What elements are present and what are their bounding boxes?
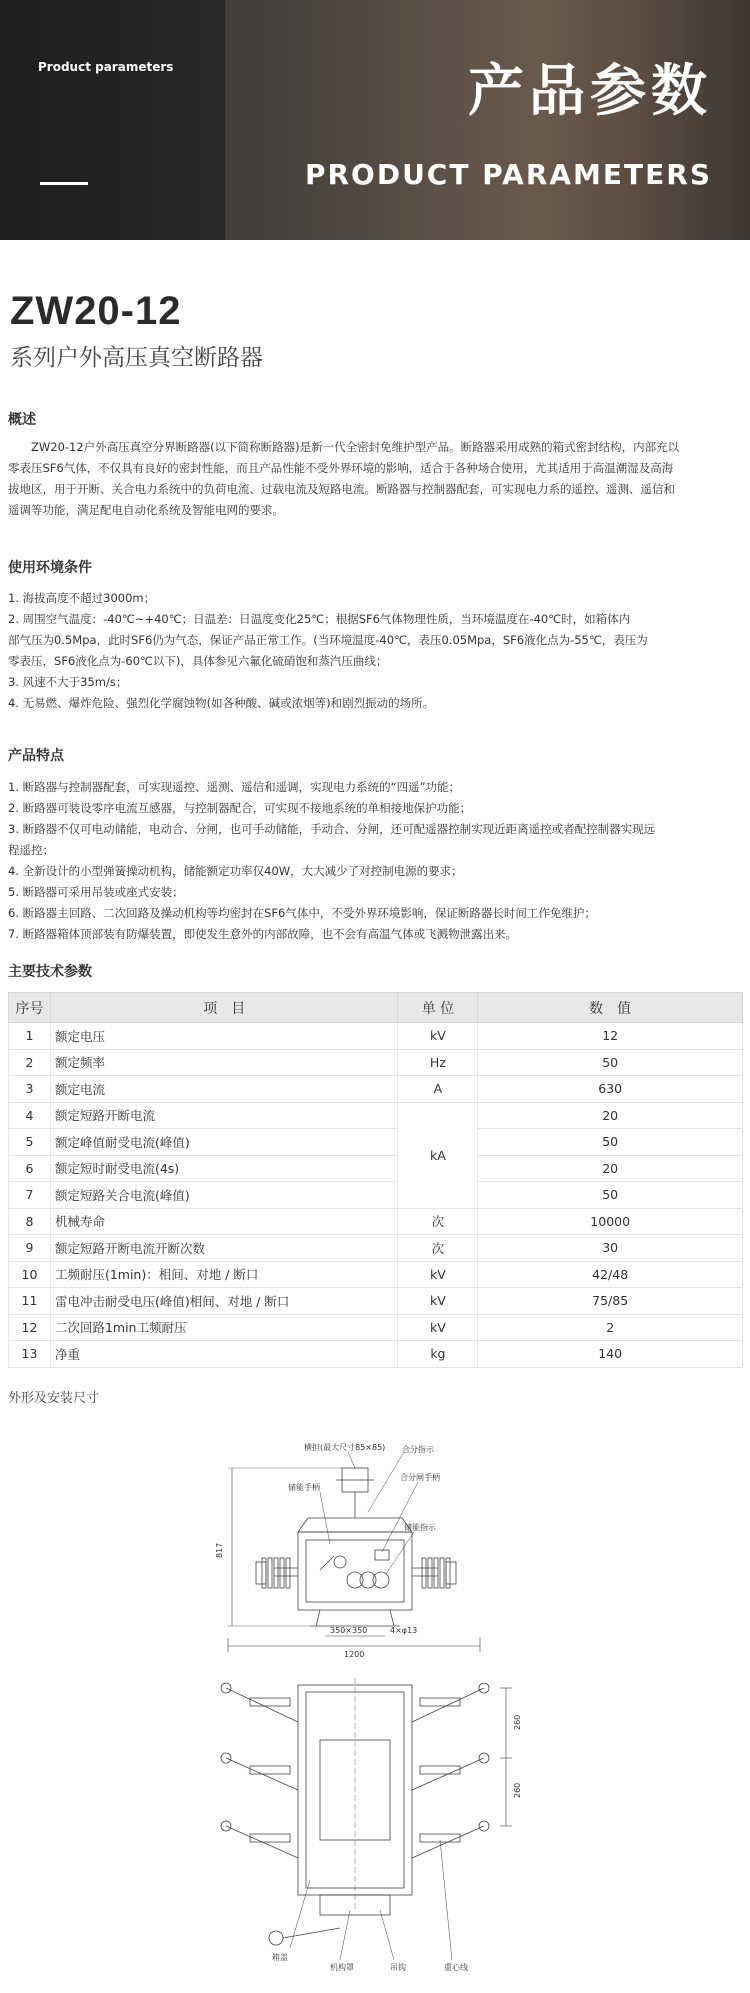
environment-line: 4. 无易燃、爆炸危险、强烈化学腐蚀物(如各种酸、碱或浓烟等)和剧烈振动的场所。 (8, 696, 435, 710)
front-view-labels (215, 1442, 440, 1659)
cell-item: 额定短路开断电流 (50, 1102, 398, 1129)
label-base: 350×350 (330, 1626, 368, 1635)
outline-drawing (190, 1440, 570, 1980)
cell-item: 额定电压 (50, 1023, 398, 1050)
label-spacing-bottom: 260 (513, 1782, 522, 1798)
table-row (9, 1049, 743, 1076)
cell-value: 50 (478, 1049, 743, 1076)
label-storage-indicator: 储能指示 (404, 1523, 436, 1532)
column-header-unit: 单 位 (398, 993, 478, 1023)
table-row (9, 1288, 743, 1315)
overview-line: 遥调等功能，满足配电自动化系统及智能电网的要求。 (8, 503, 284, 517)
header-banner (0, 0, 750, 240)
features-line: 2. 断路器可装设零序电流互感器，与控制器配合，可实现不接地系统的单相接地保护功能； (8, 801, 472, 815)
cell-unit: 次 (398, 1235, 478, 1262)
cell-value: 50 (478, 1182, 743, 1209)
cell-item: 额定短路开断电流开断次数 (50, 1235, 398, 1262)
label-width: 1200 (344, 1650, 365, 1659)
column-header-item: 项 目 (50, 993, 398, 1023)
top-view (221, 1678, 512, 1960)
environment-line: 2. 周围空气温度：-40℃~+40℃；日温差：日温度变化25℃；根据SF6气体物理性质，当环境温度在-40℃时，如箱体内 (8, 612, 631, 626)
cell-unit: kV (398, 1288, 478, 1315)
cell-no: 3 (9, 1076, 51, 1103)
banner-title-cn: 产品参数 (468, 59, 712, 124)
label-box-cover: 箱盖 (272, 1953, 288, 1962)
table-row (9, 1155, 743, 1182)
banner-title-en: PRODUCT PARAMETERS (304, 158, 712, 191)
cell-no: 7 (9, 1182, 51, 1209)
label-spacing-top: 260 (513, 1714, 522, 1730)
banner-divider (40, 182, 88, 185)
cell-item: 机械寿命 (50, 1208, 398, 1235)
cell-item: 二次回路1min工频耐压 (50, 1314, 398, 1341)
table-row (9, 1023, 743, 1050)
cell-item: 净重 (50, 1341, 398, 1368)
column-header-value: 数 值 (478, 993, 743, 1023)
cell-unit: kg (398, 1341, 478, 1368)
cell-no: 12 (9, 1314, 51, 1341)
features-line: 程遥控； (8, 843, 54, 857)
front-view (228, 1452, 480, 1652)
cell-unit-merged: kA (398, 1102, 478, 1208)
label-holes: 4×φ13 (390, 1626, 418, 1635)
environment-heading: 使用环境条件 (8, 560, 92, 576)
cell-value: 10000 (478, 1208, 743, 1235)
cell-unit: Hz (398, 1049, 478, 1076)
overview-line: 拔地区，用于开断、关合电力系统中的负荷电流、过载电流及短路电流。断路器与控制器配套，可实现电力系的遥控、遥测、遥信和 (8, 482, 675, 496)
cell-no: 11 (9, 1288, 51, 1315)
drawing-title: 外形及安装尺寸 (8, 1391, 100, 1406)
cell-no: 2 (9, 1049, 51, 1076)
table-row (9, 1076, 743, 1103)
environment-text (8, 588, 743, 714)
column-header-no: 序号 (9, 993, 51, 1023)
cell-unit: kV (398, 1261, 478, 1288)
cell-item: 额定峰值耐受电流(峰值) (50, 1129, 398, 1156)
table-row (9, 1208, 743, 1235)
environment-line: 3. 风速不大于35m/s； (8, 675, 128, 689)
features-line: 7. 断路器箱体顶部装有防爆装置，即使发生意外的内部故障，也不会有高温气体或飞溅物泄露出来。 (8, 927, 518, 941)
overview-line: 零表压SF6气体，不仅具有良好的密封性能，而且产品性能不受外界环境的影响，适合于各种场合使用，尤其适用于高温潮湿及高海 (8, 461, 674, 475)
label-handle-size: 横担(最大尺寸85×85) (304, 1443, 386, 1452)
cell-no: 8 (9, 1208, 51, 1235)
table-row (9, 1261, 743, 1288)
cell-no: 1 (9, 1023, 51, 1050)
environment-line: 1. 海拔高度不超过3000m； (8, 591, 156, 605)
cell-unit: A (398, 1076, 478, 1103)
table-row (9, 1341, 743, 1368)
cell-value: 30 (478, 1235, 743, 1262)
cell-value: 75/85 (478, 1288, 743, 1315)
cell-value: 42/48 (478, 1261, 743, 1288)
cell-value: 20 (478, 1102, 743, 1129)
features-line: 4. 全新设计的小型弹簧操动机构，储能额定功率仅40W，大大减少了对控制电源的要求； (8, 864, 463, 878)
cell-value: 2 (478, 1314, 743, 1341)
label-mechanism-cover: 机构罩 (330, 1963, 354, 1972)
table-row (9, 1235, 743, 1262)
table-row (9, 1102, 743, 1129)
cell-item: 额定短路关合电流(峰值) (50, 1182, 398, 1209)
specs-table (8, 992, 743, 1368)
features-line: 1. 断路器与控制器配套，可实现遥控、遥测、遥信和遥调，实现电力系统的“四遥”功能； (8, 780, 461, 794)
cell-unit: 次 (398, 1208, 478, 1235)
overview-line: ZW20-12户外高压真空分界断路器(以下简称断路器)是新一代全密封免维护型产品。断路器采用成熟的箱式密封结构，内部充以 (8, 440, 680, 454)
cell-item: 额定电流 (50, 1076, 398, 1103)
cell-no: 9 (9, 1235, 51, 1262)
label-open-close-handle: 合分闸手柄 (400, 1473, 440, 1482)
environment-line: 零表压，SF6液化点为-60℃以下)，具体参见六氟化硫硝饱和蒸汽压曲线； (8, 654, 388, 668)
cell-value: 630 (478, 1076, 743, 1103)
features-text (8, 777, 743, 945)
banner-small-label: Product parameters (38, 60, 174, 74)
specs-heading: 主要技术参数 (8, 964, 92, 980)
product-subtitle: 系列户外高压真空断路器 (10, 345, 263, 371)
cell-no: 5 (9, 1129, 51, 1156)
cell-no: 13 (9, 1341, 51, 1368)
cell-value: 50 (478, 1129, 743, 1156)
cell-no: 6 (9, 1155, 51, 1182)
label-open-close-indicator: 合分指示 (402, 1445, 434, 1454)
cell-item: 雷电冲击耐受电压(峰值)相间、对地 / 断口 (50, 1288, 398, 1315)
cell-unit: kV (398, 1023, 478, 1050)
product-model: ZW20-12 (10, 289, 182, 333)
table-header-row (9, 993, 743, 1023)
table-row (9, 1182, 743, 1209)
cell-item: 工频耐压(1min)：相间、对地 / 断口 (50, 1261, 398, 1288)
features-line: 5. 断路器可采用吊装或座式安装； (8, 885, 184, 899)
overview-text (8, 437, 743, 521)
table-row (9, 1314, 743, 1341)
cell-value: 140 (478, 1341, 743, 1368)
table-row (9, 1129, 743, 1156)
features-heading: 产品特点 (8, 748, 64, 764)
label-neutral-line: 重心线 (444, 1963, 468, 1972)
overview-heading: 概述 (8, 412, 36, 428)
label-height: 817 (215, 1542, 224, 1558)
cell-no: 4 (9, 1102, 51, 1129)
cell-unit: kV (398, 1314, 478, 1341)
cell-value: 12 (478, 1023, 743, 1050)
cell-item: 额定短时耐受电流(4s) (50, 1155, 398, 1182)
environment-line: 部气压为0.5Mpa，此时SF6仍为气态，保证产品正常工作。(当环境温度-40℃，表压0.05Mpa，SF6液化点为-55℃，表压为 (8, 633, 648, 647)
label-storage-handle: 储能手柄 (288, 1483, 320, 1492)
cell-value: 20 (478, 1155, 743, 1182)
features-line: 3. 断路器不仅可电动储能，电动合、分闸，也可手动储能，手动合、分闸，还可配遥器控制实现近距离遥控或者配控制器实现远 (8, 822, 656, 836)
label-hook: 吊钩 (390, 1963, 406, 1972)
cell-no: 10 (9, 1261, 51, 1288)
features-line: 6. 断路器主回路、二次回路及操动机构等均密封在SF6气体中，不受外界环境影响，保证断路器长时间工作免维护； (8, 906, 596, 920)
banner-dark-band (0, 0, 225, 240)
cell-item: 额定频率 (50, 1049, 398, 1076)
